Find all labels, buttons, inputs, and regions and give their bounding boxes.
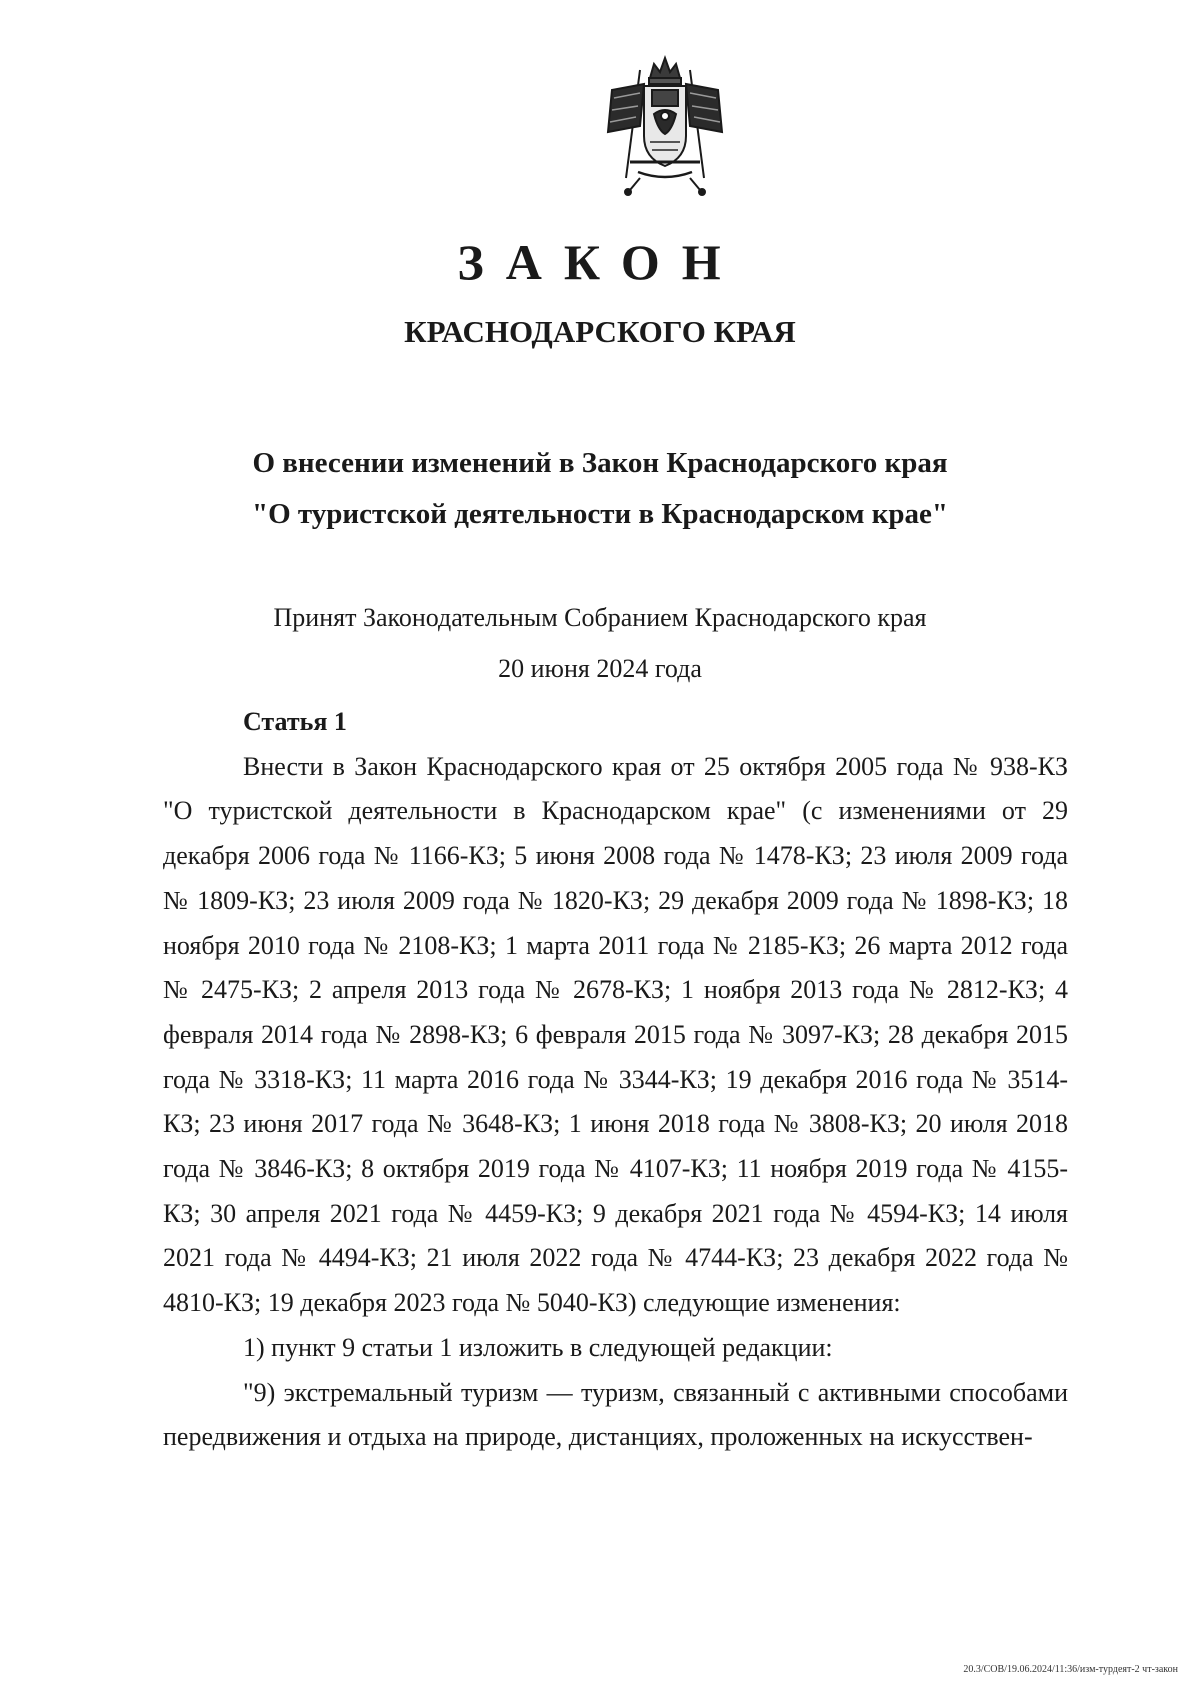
law-heading: ЗАКОН [457,234,743,290]
adoption-info [0,592,1200,694]
krasnodar-coat-of-arms-icon [600,50,730,198]
article-heading: Статья 1 [243,707,347,736]
law-title-line-2: "О туристской деятельности в Краснодарском крае" [251,498,949,530]
article-intro-paragraph: Внести в Закон Краснодарского края от 25 октября 2005 года № 938-КЗ "О туристской деятельности в Краснодарском крае" (с изменениями от 29 декабря 2006 года № 1166-КЗ; 5 июня 2008 года № 1478-КЗ; 23 июля 2009 года № 1809-КЗ; 23 июля 2009 года № 1820-КЗ; 29 декабря 2009 года № 1898-КЗ; 18 ноября 2010 года № 2108-КЗ; 1 марта 2011 года № 2185-КЗ; 26 марта 2012 года № 2475-КЗ; 2 апреля 2013 года № 2678-КЗ; 1 ноября 2013 года № 2812-КЗ; 4 февраля 2014 года № 2898-КЗ; 6 февраля 2015 года № 3097-КЗ; 28 декабря 2015 года № 3318-КЗ; 11 марта 2016 года № 3344-КЗ; 19 декабря 2016 года № 3514-КЗ; 23 июня 2017 года № 3648-КЗ; 1 июня 2018 года № 3808-КЗ; 20 июля 2018 года № 3846-КЗ; 8 октября 2019 года № 4107-КЗ; 11 ноября 2019 года № 4155-КЗ; 30 апреля 2021 года № 4459-КЗ; 9 декабря 2021 года № 4594-КЗ; 14 июля 2021 года № 4494-КЗ; 21 июля 2022 года № 4744-КЗ; 23 декабря 2022 года № 4810-КЗ; 19 декабря 2023 года № 5040-КЗ) следующие изменения: [163,751,1068,1318]
adoption-line: Принят Законодательным Собранием Краснодарского края [273,603,927,632]
region-heading: КРАСНОДАРСКОГО КРАЯ [404,314,796,349]
article-item-1: 1) пункт 9 статьи 1 изложить в следующей редакции: [243,1332,833,1362]
document-code: 20.3/СОВ/19.06.2024/11:36/изм-турдеят-2 чт-закон [963,1664,1178,1675]
article-1 [163,700,1068,1460]
article-item-1-text: "9) экстремальный туризм — туризм, связанный с активными способами передвижения и отдыха на природе, дистанциях, проложенных на искусствен- [163,1377,1068,1452]
law-title [0,438,1200,540]
adoption-date: 20 июня 2024 года [498,654,702,683]
law-title-line-1: О внесении изменений в Закон Краснодарского края [252,447,948,479]
